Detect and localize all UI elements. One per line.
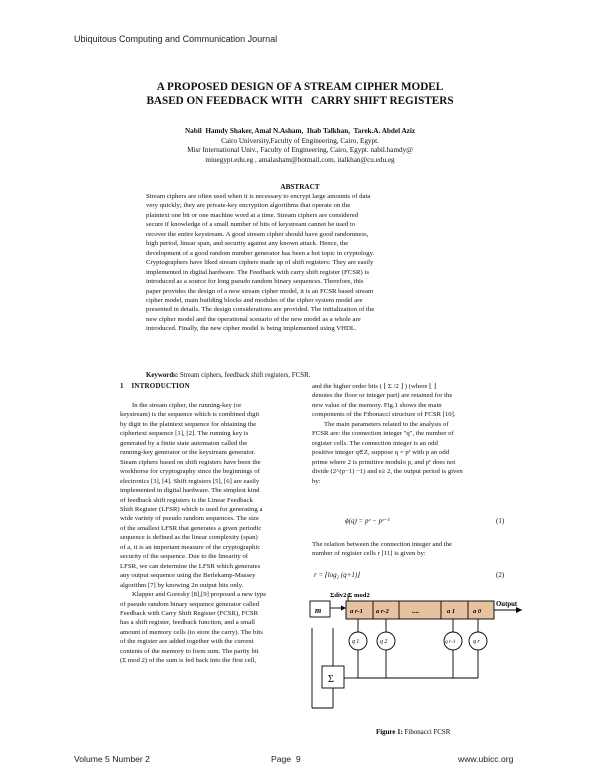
left-line: of a, it is an important measure of the cryptographic	[120, 543, 261, 551]
journal-header: Ubiquitous Computing and Communication Journal	[74, 34, 278, 44]
left-line: security of the sequence. Due to the linearity of	[120, 553, 249, 561]
cell-label: a r-2	[376, 608, 389, 615]
right-line: The relation between the connection integer and the	[312, 541, 453, 548]
right-line: register cells. The connection integer is an odd	[312, 439, 438, 447]
fcsr-diagram	[308, 588, 528, 740]
equation-2-number: (2)	[496, 571, 505, 579]
abstract-line: high period, linear span, and security against any known attack. Hence, the	[146, 240, 349, 248]
right-line: components of the Fibonacci structure of FCSR [10].	[312, 411, 456, 419]
author-block	[60, 127, 540, 165]
abstract-line: paper provides the design of a new stream cipher model, it is an FCSR based stream	[146, 287, 374, 295]
figure-caption	[376, 729, 451, 736]
left-line: of pseudo random binary sequence generator called	[120, 600, 260, 608]
title-line-1: A PROPOSED DESIGN OF A STREAM CIPHER MODEL	[156, 81, 444, 93]
left-line: electronics [3], [4]. Shift registers [5], [6] are easily	[120, 477, 260, 485]
abstract-line: Cryptographers have liked stream ciphers made up of shift registers: They are easily	[146, 259, 374, 267]
left-line: amount of memory cells (to store the carry). The bits	[120, 628, 263, 636]
footer-website: www.ubicc.org	[458, 754, 514, 764]
right-line: The main parameters related to the analysis of	[324, 420, 449, 428]
abstract-line: introduced as a source for long pseudo random binary sequences. Therefore, this	[146, 278, 364, 286]
left-line: LFSR, we can determine the LFSR which generates	[120, 562, 261, 570]
keywords	[146, 372, 466, 379]
left-line: Shift Register (LFSR) which is used for generating a	[120, 505, 263, 513]
right-column-top	[312, 382, 516, 486]
right-line: FCSR are: the connection integer "q", the number of	[312, 430, 454, 438]
abstract-line: secure if knowledge of a small number of bits of keystream cannot be used to	[146, 221, 356, 229]
cell-label: a 0	[473, 608, 482, 615]
left-line: Klapper and Goresky [8],[9] proposed a new type	[132, 591, 267, 599]
abstract-line: new cipher model and the operational scenario of the new model as a whole are	[146, 315, 361, 323]
keywords-label: Keywords:	[146, 372, 179, 379]
cell-label: ....	[412, 607, 419, 615]
footer-volume: Volume 5 Number 2	[74, 754, 150, 764]
equation-1-number: (1)	[496, 517, 505, 525]
tap-label: q 1	[352, 639, 360, 645]
abstract-line: Stream ciphers are often used when it is necessary to encrypt large amounts of data	[146, 193, 371, 200]
abstract-line: very quickly; they are private-key encryption algorithms that operate on the	[146, 202, 351, 210]
right-line: prime where 2 is primitive modulo p, and pᵉ does not	[312, 458, 456, 466]
left-line: keystream) is the sequence which is combined digit	[120, 411, 260, 419]
left-line: workhorse for cryptography since the beginnings of	[120, 468, 260, 476]
sum-symbol: Σ	[328, 674, 334, 685]
left-line: generated by a finite state automaton called the	[120, 439, 248, 447]
left-line: In the stream cipher, the running-key (or	[132, 402, 242, 409]
footer-page-number: Page 9	[271, 754, 301, 764]
title-line-2: BASED ON FEEDBACK WITH CARRY SHIFT REGISTERS	[146, 95, 454, 107]
left-line: has a shift register, feedback function, and a small	[120, 619, 256, 627]
left-line: contents of the memory to form sum. The parity bit	[120, 647, 259, 655]
tap-label: q r	[473, 639, 480, 645]
right-line: positive integer q∈Z, suppose q = pᵉ with p an odd	[312, 449, 450, 457]
equation-1: ϕ(q) = pᵉ − pᵉ⁻¹	[345, 517, 390, 525]
abstract-line: implemented in digital hardware. The Feedback with carry shift register (FCSR) is	[146, 268, 369, 276]
left-column	[120, 401, 280, 666]
right-line: number of register cells r [11] is given by:	[312, 550, 426, 558]
figure-top-label: Σdiv2 Σ mod2	[330, 592, 370, 599]
abstract-line: recover the entire keystream. A good stream cipher should have good randomness,	[146, 230, 369, 238]
keywords-text: Stream ciphers, feedback shift registers, FCSR.	[178, 372, 311, 379]
abstract-heading: ABSTRACT	[280, 183, 320, 191]
left-line: Feedback with Carry Shift Register (FCSR), FCSR	[120, 609, 259, 617]
equation-2: r = ⌊log₂ (q+1)⌋	[314, 571, 360, 579]
affiliation-1: Cairo University,Faculty of Engineering, Cairo, Egypt.	[221, 136, 379, 145]
left-line: wide variety of pseudo random sequences. The size	[120, 515, 259, 523]
right-line: by:	[312, 477, 321, 485]
author-names: Nabil Hamdy Shaker, Amal N.Asham, Ihab Talkhan, Tarek.A. Abdel Aziz	[184, 127, 416, 135]
abstract-body	[146, 192, 457, 334]
abstract-line: cipher model, main building blocks and modules of the cipher system model are	[146, 296, 363, 304]
m-cell-label: m	[315, 606, 322, 615]
paper-title	[60, 80, 540, 108]
section-heading-introduction: 1 INTRODUCTION	[120, 382, 190, 390]
tap-label: q r-1	[445, 639, 456, 645]
abstract-line: plaintext one bit or one machine word at a time. Stream ciphers are considered	[146, 211, 359, 219]
cell-label: a 1	[447, 608, 456, 615]
output-label: Output	[496, 601, 518, 608]
author-emails: miuegypt.edu.eg , amalasham@hotmail.com, italkhan@cu.edu.eg	[205, 155, 395, 164]
left-line: of feedback shift registers is the Linear Feedback	[120, 496, 253, 504]
figure-caption-text: Fibonacci FCSR	[402, 729, 451, 736]
right-line: denotes the floor or integer part) are retained for the	[312, 392, 453, 400]
left-line: ciphertext sequence [1], [2]. The running key is	[120, 430, 249, 438]
left-line: (Σ mod 2) of the sum is fed back into the first cell,	[120, 657, 257, 665]
left-line: implemented in digital hardware. The simplest kind	[120, 487, 260, 495]
cell-label: a r-1	[350, 608, 363, 615]
affiliation-2: Misr International Univ., Faculty of Engineering, Cairo, Egypt. nabil.hamdy@	[187, 146, 413, 155]
figure-caption-label: Figure 1:	[376, 729, 403, 736]
left-line: sequence is defined as the linear complexity (span)	[120, 534, 258, 542]
left-line: running-key generator or the keystream generator.	[120, 449, 256, 457]
right-line: new value of the memory. Fig.1 shows the main	[312, 401, 442, 409]
left-line: algorithm [7] by knowing 2n output bits only.	[120, 581, 244, 589]
left-line: by digit to the plaintext sequence for obtaining the	[120, 420, 257, 428]
tap-label: q 2	[380, 639, 388, 645]
abstract-line: introduced. Finally, the new cipher model is being implemented using VHDL.	[146, 325, 357, 333]
left-line: any output sequence using the Berlekamp-Massey	[120, 572, 256, 580]
abstract-line: presented in details. The design considerations are provided. The initialization of the	[146, 306, 375, 314]
left-line: of the smallest LFSR that generates a given periodic	[120, 524, 262, 532]
abstract-line: development of a good random number generator has been a hot topic in cryptology.	[146, 249, 375, 257]
right-line: and the higher order bits ( ⌊ Σ /2 ⌋ ) (where ⌊ ⌋	[312, 383, 437, 390]
right-column-mid	[312, 540, 516, 559]
right-line: divide (2^(p−1) −1) and e≥ 2, the output period is given	[312, 468, 463, 476]
left-line: of the register are added together with the current	[120, 638, 254, 646]
left-line: Steam ciphers based on shift registers have been the	[120, 458, 261, 466]
